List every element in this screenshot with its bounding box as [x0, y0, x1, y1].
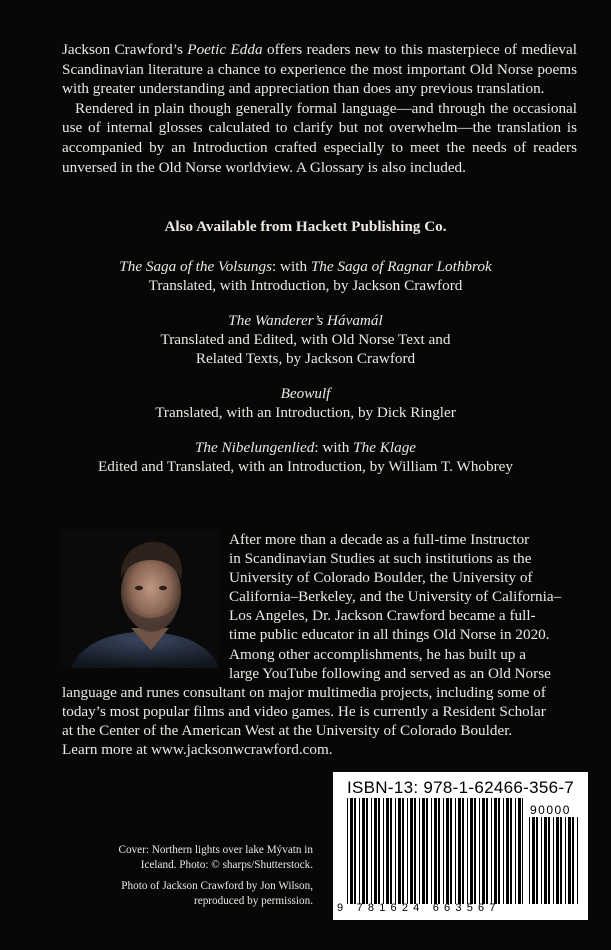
author-bio [62, 530, 588, 759]
blurb-book-title: Poetic Edda [187, 41, 263, 58]
bio-line: at the Center of the American West at the University of Colorado Boulder. [62, 721, 513, 739]
description-blurb [62, 40, 577, 177]
bio-line: in Scandinavian Studies at such institutions as the [229, 550, 532, 568]
book-title-line: The Nibelungenlied: with The Klage [194, 439, 417, 456]
bio-line: large YouTube following and served as an Old Norse [229, 664, 551, 682]
barcode-bars [347, 798, 523, 904]
blurb-paragraph-2: Rendered in plain though generally formal language—and through the occasional use of internal glosses calculated to clarify but not overwhelm—the translation is accompanied by an Introduction crafted especially to meet the needs of readers unversed in the Old Norse worldview. A Glossary is also included. [62, 99, 577, 176]
also-available-heading: Also Available from Hackett Publishing Co. [164, 218, 447, 235]
book-entry [0, 438, 611, 476]
book-title-line: The Wanderer’s Hávamál [228, 312, 383, 329]
cover-credit: Cover: Northern lights over lake Mývatn in Iceland. Photo: © sharps/Shutterstock. [118, 844, 313, 871]
bio-line: California–Berkeley, and the University of California– [229, 588, 562, 606]
book-entry [0, 257, 611, 295]
book-credit-line: Edited and Translated, with an Introduction, by William T. Whobrey [97, 458, 513, 475]
book-title-line: The Saga of the Volsungs: with The Saga of Ragnar Lothbrok [119, 258, 492, 275]
bio-line: language and runes consultant on major multimedia projects, including some of [62, 683, 546, 701]
book-credit-line: Translated, with an Introduction, by Dick Ringler [155, 404, 456, 421]
book-credit-line: Related Texts, by Jackson Crawford [195, 350, 416, 367]
blurb-paragraph-1 [62, 40, 577, 99]
book-entry [0, 384, 611, 422]
price-barcode-bars [529, 817, 579, 904]
bio-line: time public educator in all things Old Norse in 2020. [229, 626, 550, 644]
bio-line: Learn more at www.jacksonwcrawford.com. [62, 741, 333, 759]
bio-line: Among other accomplishments, he has built up a [229, 645, 526, 663]
bio-line: Los Angeles, Dr. Jackson Crawford became a full- [229, 607, 536, 625]
bio-line: today’s most popular films and video games. He is currently a Resident Scholar [62, 702, 546, 720]
bio-line: After more than a decade as a full-time Instructor [229, 531, 530, 548]
isbn-label: ISBN-13: 978-1-62466-356-7 [347, 778, 575, 797]
book-credit-line: Translated and Edited, with Old Norse Text and [160, 331, 451, 348]
book-entry [0, 311, 611, 368]
isbn-barcode [333, 772, 588, 920]
photo-credit: Photo of Jackson Crawford by Jon Wilson, reproduced by permission. [121, 880, 313, 907]
book-credit-line: Translated, with Introduction, by Jackson Crawford [148, 277, 463, 294]
price-code: 90000 [530, 803, 571, 817]
also-available-list [0, 257, 611, 492]
blurb-author: Jackson Crawford’s [62, 41, 188, 58]
bio-line: University of Colorado Boulder, the University of [229, 569, 533, 587]
barcode-number: 9 781624 663567 [337, 902, 501, 914]
book-title-line: Beowulf [280, 385, 331, 402]
image-credits [0, 843, 313, 909]
blurb-text: offers readers new to this masterpiece of medieval Scandinavian literature a chance to experience the most important Old Norse poems with greater understanding and appreciation than does any previous translation. [62, 41, 577, 98]
